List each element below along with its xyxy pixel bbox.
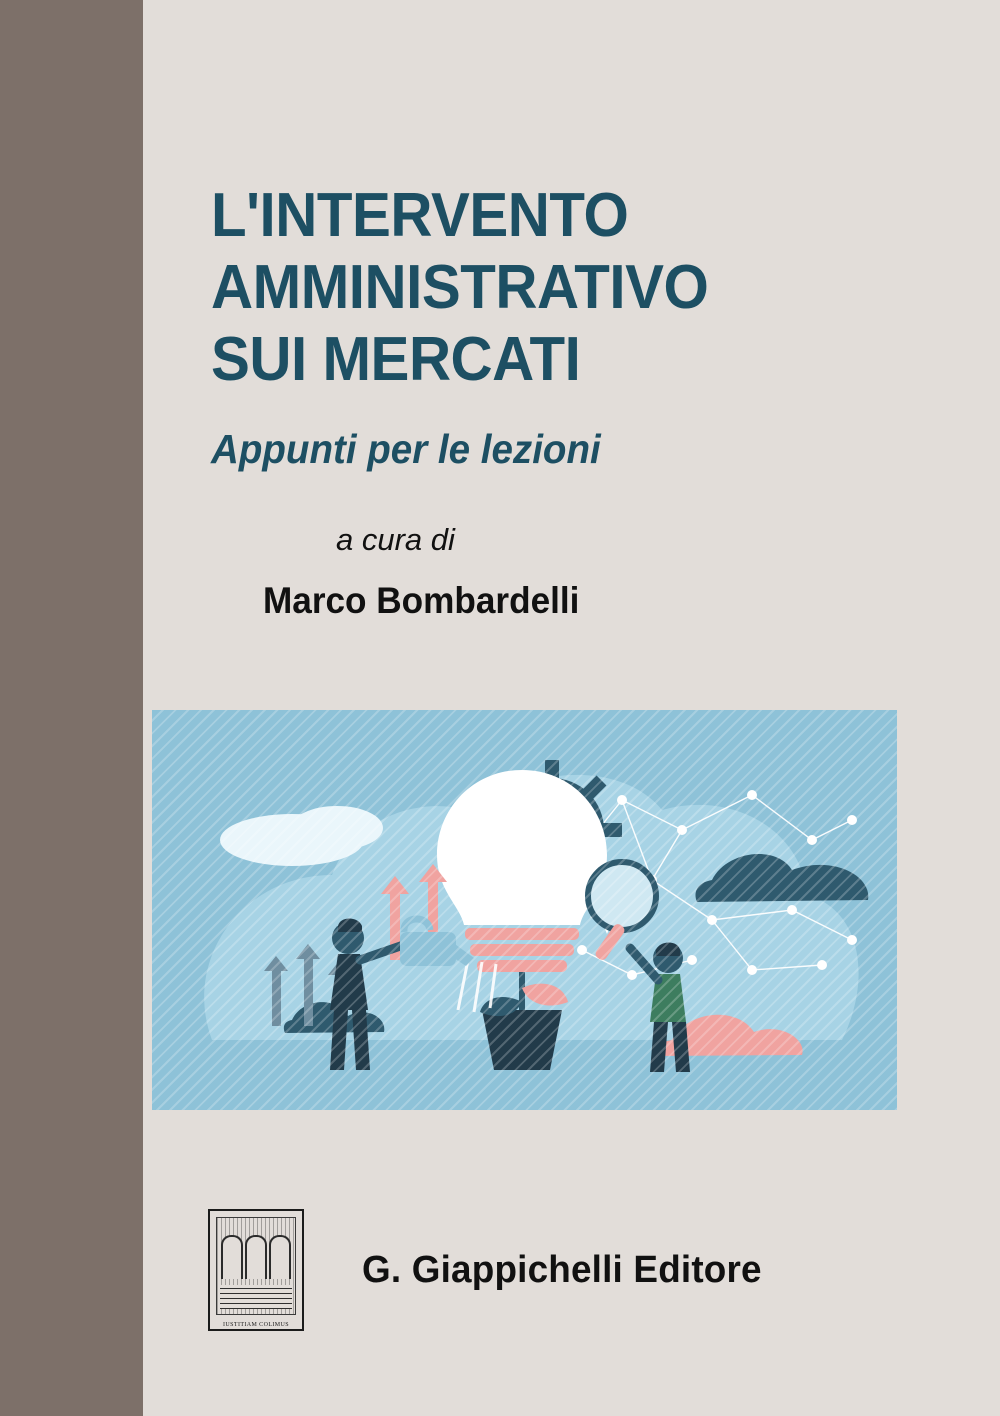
illustration-stripes — [152, 710, 897, 1110]
publisher-block — [208, 1209, 774, 1331]
title-line-3: SUI MERCATI — [211, 324, 581, 394]
editor-name: Marco Bombardelli — [263, 580, 580, 621]
logo-motto: IUSTITIAM COLIMUS — [223, 1322, 289, 1328]
cover-illustration — [152, 710, 897, 1110]
logo-steps — [220, 1285, 292, 1309]
editor-credit — [193, 522, 933, 622]
title-line-1: L'INTERVENTO — [211, 181, 629, 250]
title-line-2: AMMINISTRATIVO — [211, 252, 709, 322]
publisher-name: G. Giappichelli Editore — [362, 1248, 762, 1291]
publisher-logo-icon — [208, 1209, 304, 1331]
front-cover — [143, 0, 1000, 1416]
page-title — [211, 180, 951, 473]
book-subtitle: Appunti per le lezioni — [211, 425, 601, 472]
editor-prefix: a cura di — [336, 522, 455, 557]
logo-arches — [220, 1227, 292, 1279]
book-spine — [0, 0, 143, 1416]
